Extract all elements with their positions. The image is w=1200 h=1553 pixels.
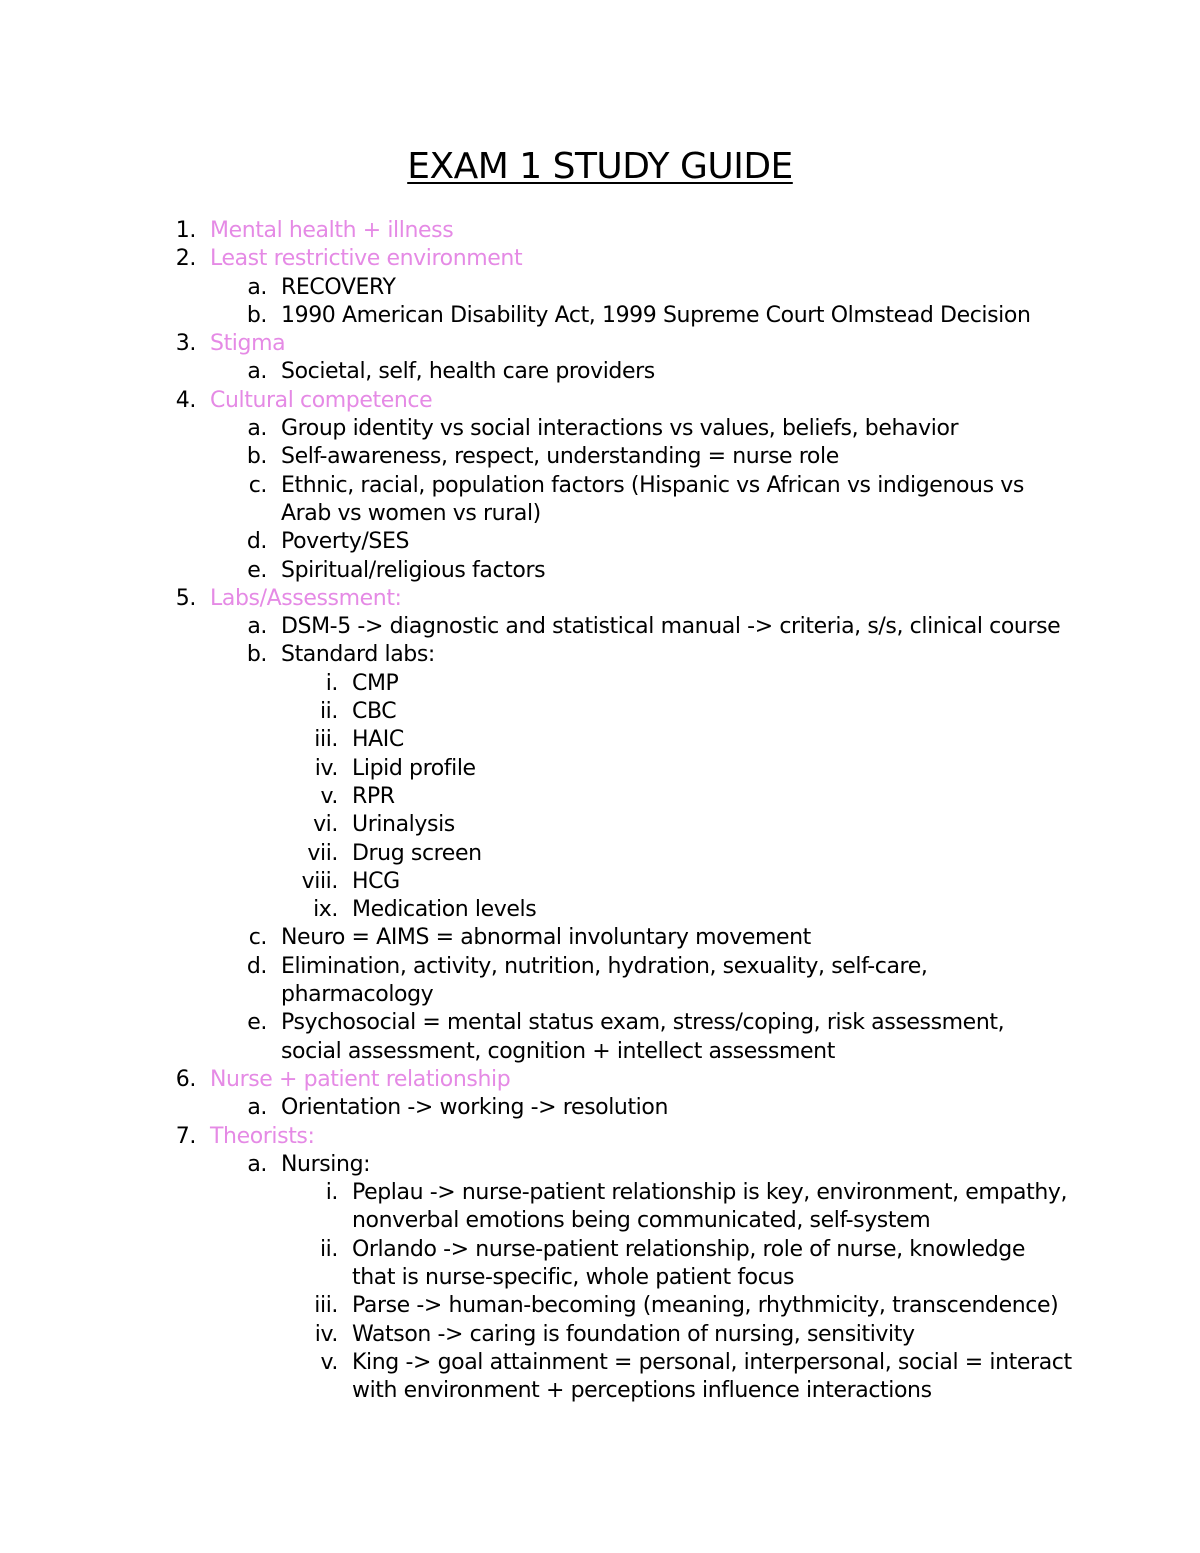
list-item: [0, 953, 1200, 1010]
list-item-text: HCG: [352, 868, 400, 894]
list-item: [0, 1236, 1200, 1293]
list-item: [0, 811, 1200, 839]
list-marker: a.: [247, 1095, 267, 1121]
list-item-text: RPR: [352, 783, 395, 809]
list-marker: d.: [246, 529, 267, 555]
list-marker: c.: [248, 472, 267, 498]
list-item: [0, 613, 1200, 641]
list-item: [0, 358, 1200, 386]
list-item-text: Group identity vs social interactions vs values, beliefs, behavior: [281, 416, 959, 442]
section-heading-text: Cultural competence: [210, 387, 433, 413]
list-item: [0, 1094, 1200, 1122]
list-marker: i.: [325, 1180, 338, 1206]
list-marker: 1.: [175, 218, 196, 243]
list-item: [0, 726, 1200, 754]
list-item: [0, 528, 1200, 556]
list-marker: b.: [246, 444, 267, 470]
list-item: [0, 641, 1200, 669]
section-heading: [0, 1123, 1200, 1151]
list-item-text: Poverty/SES: [281, 529, 410, 555]
list-item: [0, 868, 1200, 896]
section-heading-text: Mental health + illness: [210, 218, 454, 243]
list-item-text: Watson -> caring is foundation of nursing, sensitivity: [352, 1321, 915, 1347]
list-marker: 3.: [175, 331, 196, 357]
section-heading: [0, 585, 1200, 613]
list-item-text: Peplau -> nurse-patient relationship is key, environment, empathy, nonverbal emotions being communicated, self-system: [352, 1180, 1068, 1234]
list-item: [0, 1009, 1200, 1066]
list-item-text: Urinalysis: [352, 812, 455, 838]
list-marker: a.: [247, 614, 267, 640]
list-item-text: HAIC: [352, 727, 404, 753]
list-marker: c.: [248, 925, 267, 951]
section-heading-text: Labs/Assessment:: [210, 585, 402, 611]
list-item-text: RECOVERY: [281, 274, 396, 300]
list-item-text: Parse -> human-becoming (meaning, rhythmicity, transcendence): [352, 1293, 1059, 1319]
list-item-text: Lipid profile: [352, 755, 476, 781]
list-item: [0, 896, 1200, 924]
list-marker: i.: [325, 670, 338, 696]
list-item-text: CBC: [352, 699, 397, 725]
list-item-text: Self-awareness, respect, understanding = nurse role: [281, 444, 839, 470]
list-item-text: Spiritual/religious factors: [281, 557, 546, 583]
list-item-text: Elimination, activity, nutrition, hydration, sexuality, self-care, pharmacology: [281, 953, 928, 1008]
list-marker: d.: [246, 953, 267, 979]
section-heading: [0, 330, 1200, 358]
list-item: [0, 1292, 1200, 1320]
list-marker: ix.: [313, 897, 338, 923]
list-item: [0, 557, 1200, 585]
list-item-text: Standard labs:: [281, 642, 435, 668]
list-marker: v.: [320, 783, 338, 809]
list-item: [0, 840, 1200, 868]
list-item-text: Orlando -> nurse-patient relationship, role of nurse, knowledge that is nurse-specific, whole patient focus: [352, 1236, 1025, 1290]
list-item: [0, 755, 1200, 783]
list-item: [0, 415, 1200, 443]
list-marker: 7.: [175, 1123, 196, 1149]
list-marker: iv.: [314, 1321, 338, 1347]
list-item-text: Drug screen: [352, 840, 482, 866]
list-marker: b.: [246, 302, 267, 328]
list-marker: viii.: [301, 868, 338, 894]
list-marker: a.: [247, 416, 267, 442]
section-heading: [0, 217, 1200, 245]
list-item-text: DSM-5 -> diagnostic and statistical manual -> criteria, s/s, clinical course: [281, 614, 1061, 640]
list-marker: a.: [247, 1151, 267, 1177]
list-item: [0, 443, 1200, 471]
list-item: [0, 670, 1200, 698]
list-item-text: CMP: [352, 670, 399, 696]
list-marker: ii.: [319, 1236, 338, 1262]
list-item-text: Ethnic, racial, population factors (Hispanic vs African vs indigenous vs Arab vs women vs rural): [281, 472, 1024, 526]
list-item: [0, 783, 1200, 811]
section-heading: [0, 1066, 1200, 1094]
list-marker: iv.: [314, 755, 338, 781]
section-heading-text: Stigma: [210, 331, 286, 357]
list-marker: 5.: [175, 585, 196, 611]
list-marker: b.: [246, 642, 267, 668]
section-heading: [0, 387, 1200, 415]
page-title: EXAM 1 STUDY GUIDE: [407, 146, 793, 187]
list-item-text: Nursing:: [281, 1151, 371, 1177]
list-marker: vi.: [313, 812, 338, 838]
list-marker: ii.: [319, 699, 338, 725]
list-marker: e.: [247, 557, 267, 583]
list-item: [0, 698, 1200, 726]
list-item: [0, 274, 1200, 302]
list-marker: 6.: [175, 1066, 196, 1092]
list-marker: v.: [320, 1349, 338, 1375]
list-item: [0, 924, 1200, 952]
list-item-text: Medication levels: [352, 897, 537, 923]
list-item: [0, 472, 1200, 529]
list-marker: 2.: [175, 246, 196, 272]
outline-list: [0, 217, 1200, 1405]
list-item: [0, 302, 1200, 330]
section-heading: [0, 245, 1200, 273]
list-marker: e.: [247, 1010, 267, 1036]
list-marker: a.: [247, 274, 267, 300]
section-heading-text: Least restrictive environment: [210, 246, 523, 272]
list-item-text: Psychosocial = mental status exam, stress/coping, risk assessment, social assessment, cognition + intellect assessment: [281, 1010, 1005, 1064]
section-heading-text: Nurse + patient relationship: [210, 1066, 511, 1092]
list-item: [0, 1151, 1200, 1179]
list-item-text: King -> goal attainment = personal, interpersonal, social = interact with environment + perceptions influence interactions: [352, 1349, 1072, 1404]
list-item: [0, 1321, 1200, 1349]
list-marker: vii.: [307, 840, 338, 866]
list-marker: 4.: [175, 387, 196, 413]
list-item-text: Orientation -> working -> resolution: [281, 1095, 668, 1121]
list-item: [0, 1349, 1200, 1406]
list-item: [0, 1179, 1200, 1236]
section-heading-text: Theorists:: [210, 1123, 315, 1149]
list-item-text: Societal, self, health care providers: [281, 359, 655, 385]
list-marker: a.: [247, 359, 267, 385]
list-marker: iii.: [314, 727, 338, 753]
list-marker: iii.: [314, 1293, 338, 1319]
list-item-text: Neuro = AIMS = abnormal involuntary movement: [281, 925, 811, 951]
list-item-text: 1990 American Disability Act, 1999 Supreme Court Olmstead Decision: [281, 302, 1031, 328]
